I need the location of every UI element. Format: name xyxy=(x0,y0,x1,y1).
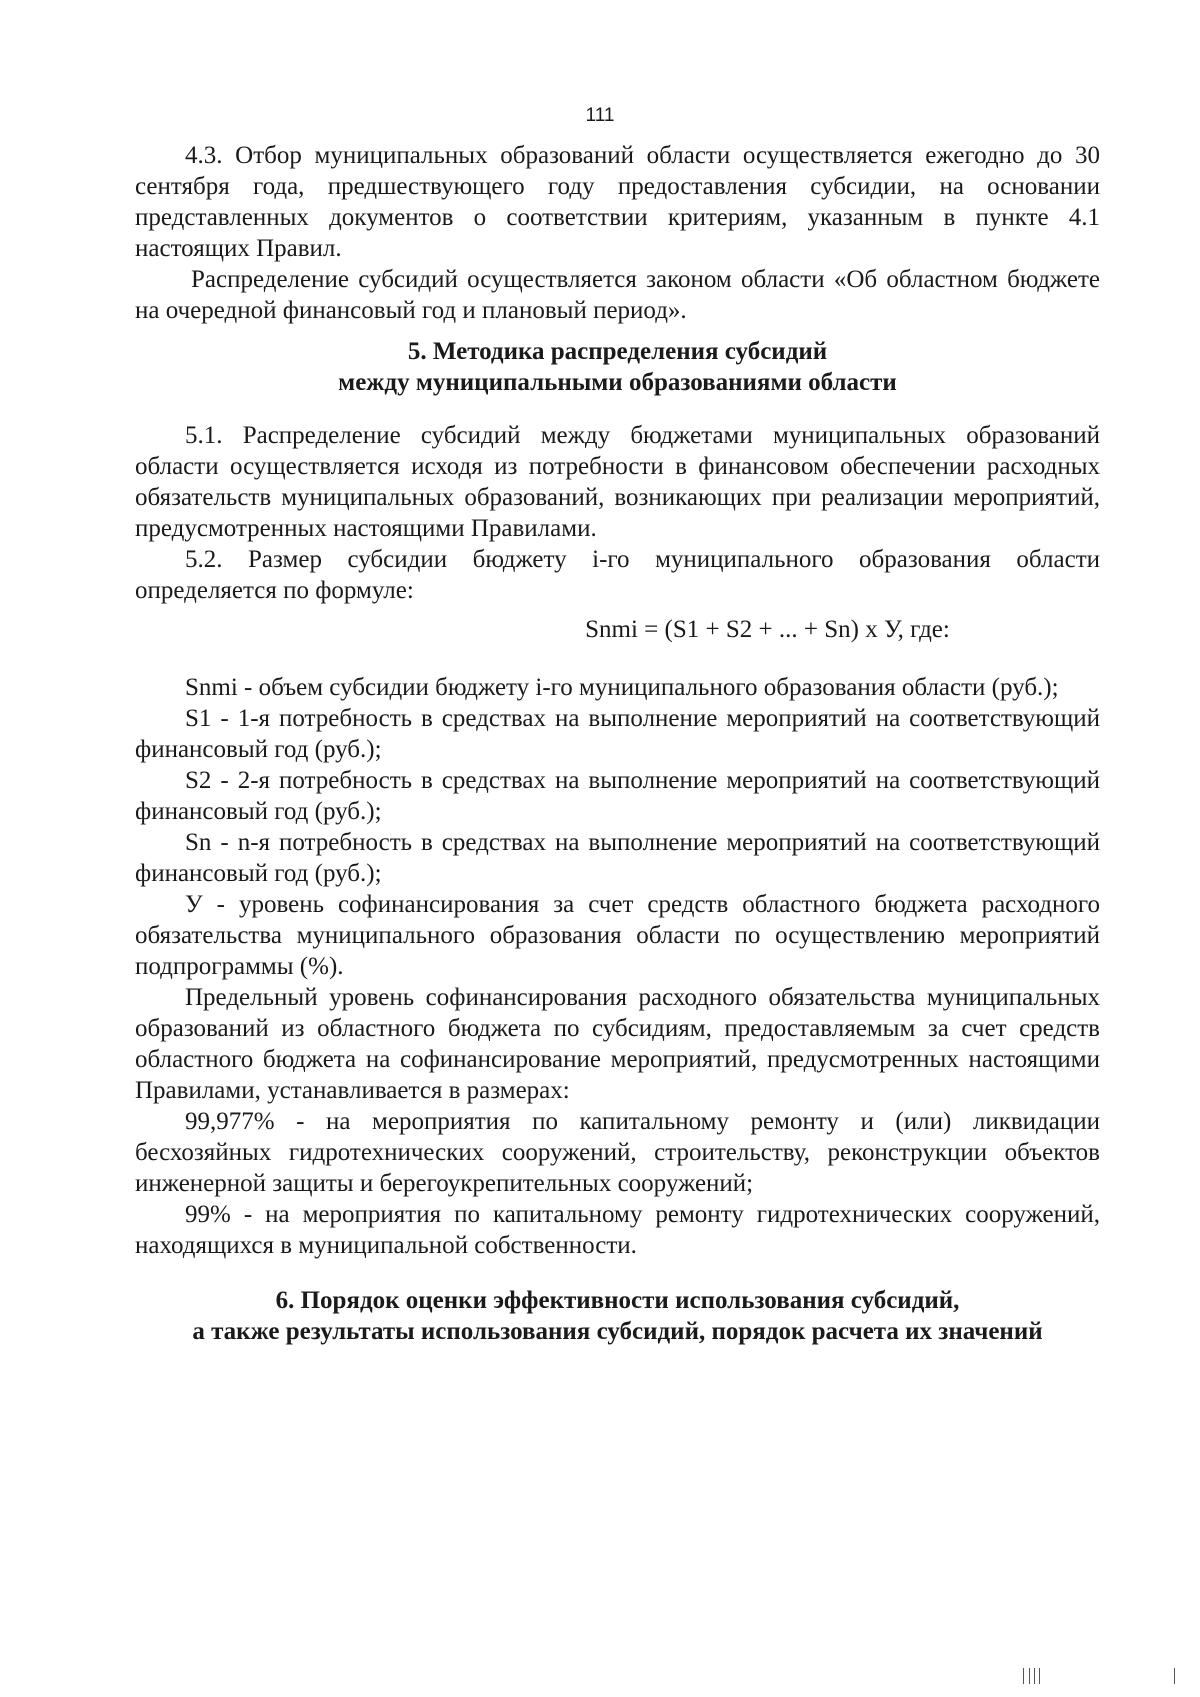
limit-item-1: 99,977% - на мероприятия по капитальному ремонту и (или) ликвидации бесхозяйных гидротехнических сооружений, строительству, реконструкции объектов инженерной защиты и берегоукрепительных сооружений; xyxy=(135,1108,1100,1197)
page-number: 111 xyxy=(585,105,615,126)
limit-item-2: 99% - на мероприятия по капитальному ремонту гидротехнических сооружений, находящихся в муниципальной собственности. xyxy=(135,1201,1100,1259)
definition-snmi: Snmi - объем субсидии бюджету i-го муниципального образования области (руб.); xyxy=(185,674,1059,701)
section-4-continuation xyxy=(135,140,1100,326)
section-5-heading xyxy=(135,336,1100,398)
section-6-heading-line1: 6. Порядок оценки эффективности использования субсидий, xyxy=(275,1287,960,1314)
definition-s1: S1 - 1-я потребность в средствах на выполнение мероприятий на соответствующий финансовый год (руб.); xyxy=(135,705,1100,763)
subsidy-formula: Snmi = (S1 + S2 + ... + Sn) x У, где: xyxy=(585,616,950,643)
scan-edge-mark xyxy=(1174,1668,1175,1684)
scan-edge-mark xyxy=(1023,1668,1024,1684)
scan-edge-mark xyxy=(1039,1668,1040,1684)
formula-definitions xyxy=(135,672,1100,1261)
section-5-heading-line1: 5. Методика распределения субсидий xyxy=(407,338,828,365)
section-6-heading xyxy=(135,1285,1100,1347)
paragraph-5-2: 5.2. Размер субсидии бюджету i-го муниципального образования области определяется по формуле: xyxy=(135,546,1100,604)
definition-sn: Sn - n-я потребность в средствах на выполнение мероприятий на соответствующий финансовый год (руб.); xyxy=(135,829,1100,887)
paragraph-4-3: 4.3. Отбор муниципальных образований области осуществляется ежегодно до 30 сентября года, предшествующего году предоставления субсидии, на основании представленных документов о соответствии критериям, указанным в пункте 4.1 настоящих Правил. xyxy=(135,142,1100,262)
section-6-heading-line2: а также результаты использования субсидий, порядок расчета их значений xyxy=(192,1318,1043,1345)
section-5-heading-line2: между муниципальными образованиями области xyxy=(338,369,897,396)
paragraph-distribution-law: Распределение субсидий осуществляется законом области «Об областном бюджете на очередной финансовый год и плановый период». xyxy=(135,266,1100,324)
definition-s2: S2 - 2-я потребность в средствах на выполнение мероприятий на соответствующий финансовый год (руб.); xyxy=(135,767,1100,825)
definition-u: У - уровень софинансирования за счет средств областного бюджета расходного обязательства муниципального образования области по осуществлению мероприятий подпрограммы (%). xyxy=(135,891,1100,980)
scan-edge-mark xyxy=(1034,1668,1035,1684)
section-5-body-top xyxy=(135,420,1100,606)
scan-edge-mark xyxy=(1029,1668,1030,1684)
paragraph-cofinancing-limit: Предельный уровень софинансирования расходного обязательства муниципальных образований из областного бюджета по субсидиям, предоставляемым за счет средств областного бюджета на софинансирование мероприятий, предусмотренных настоящими Правилами, устанавливается в размерах: xyxy=(135,984,1100,1104)
paragraph-5-1: 5.1. Распределение субсидий между бюджетами муниципальных образований области осуществляется исходя из потребности в финансовом обеспечении расходных обязательств муниципальных образований, возникающих при реализации мероприятий, предусмотренных настоящими Правилами. xyxy=(135,422,1100,542)
